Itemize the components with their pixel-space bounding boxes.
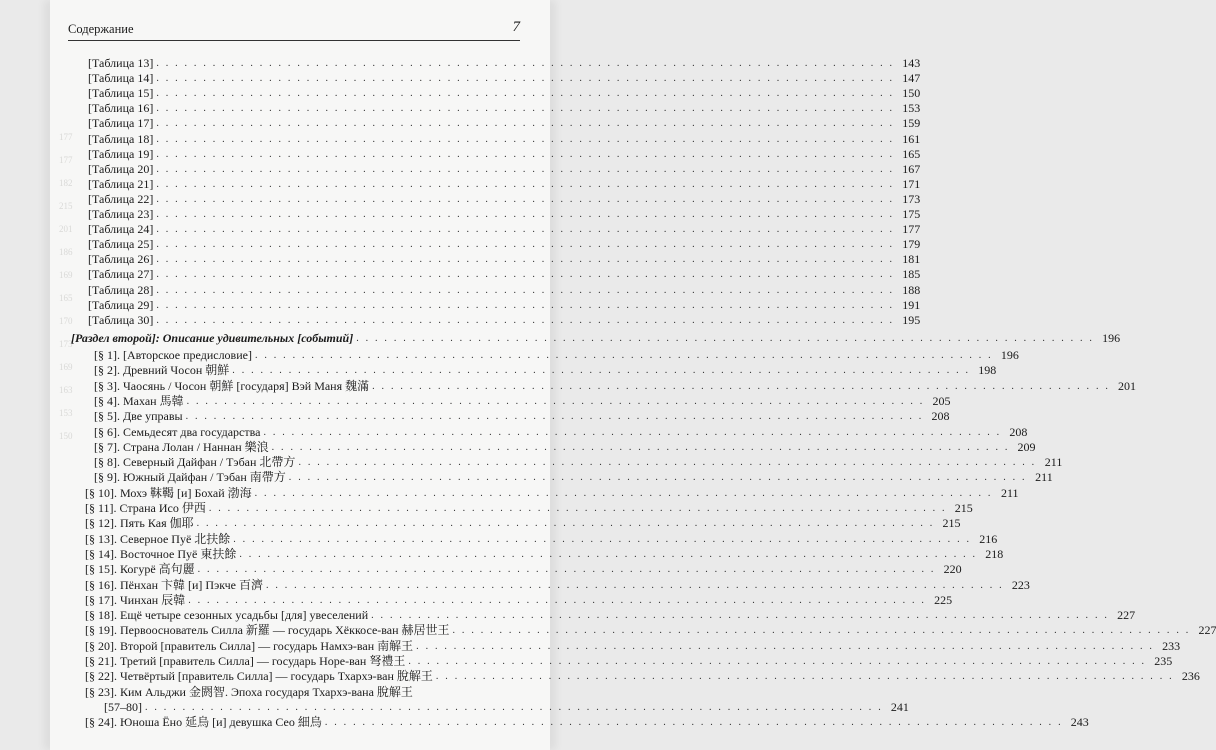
entry-title: [§ 20]. Второй [правитель Силла] — государь Намхэ-ван 南解王 bbox=[85, 638, 414, 653]
entry-title: [Таблица 20] bbox=[88, 161, 154, 176]
entry-title: [§ 15]. Когурё 高句麗 bbox=[85, 562, 195, 577]
show-through-number: 170 bbox=[59, 316, 73, 326]
toc-entry-paragraph bbox=[94, 409, 950, 424]
dot-leader: . . . . . . . . . . . . . . . . . . . . . . . . . . . . . . . . . . . . . . . . . . . . . . . . . . . . . . . . . . . . . . . . . . . . . . . . . . . . . . . bbox=[156, 88, 895, 100]
entry-title: [§ 22]. Четвёртый [правитель Силла] — государь Тхархэ-ван 脫解王 bbox=[85, 669, 433, 684]
toc-entry-paragraph bbox=[94, 378, 1137, 394]
entry-title: [§ 9]. Южный Дайфан / Тэбан 南帶方 bbox=[94, 470, 286, 485]
entry-page-number: 153 bbox=[902, 101, 921, 116]
entry-page-number: 241 bbox=[890, 699, 909, 714]
entry-page-number: 227 bbox=[1117, 608, 1136, 623]
entry-title: [§ 21]. Третий [правитель Силла] — государь Норе-ван 弩禮王 bbox=[85, 654, 406, 668]
dot-leader: . . . . . . . . . . . . . . . . . . . . . . . . . . . . . . . . . . . . . . . . . . . . . . . . . . . . . . . . . . . . . . . . . . . . . . . . . . . . . . . bbox=[288, 472, 1027, 484]
entry-title: [§ 6]. Семьдесят два государства bbox=[94, 424, 261, 439]
entry-page-number: 205 bbox=[932, 393, 951, 408]
entry-page-number: 211 bbox=[1001, 485, 1019, 500]
entry-title: [§ 10]. Мохэ 靺鞨 [и] Бохай 渤海 bbox=[85, 485, 252, 500]
entry-page-number: 198 bbox=[978, 363, 997, 378]
toc-entry-paragraph bbox=[94, 455, 1063, 470]
toc-entry-paragraph bbox=[85, 531, 998, 547]
toc-entry-paragraph bbox=[85, 638, 1181, 654]
entry-page-number: 220 bbox=[943, 562, 962, 577]
toc-entry-paragraph bbox=[85, 685, 517, 700]
dot-leader: . . . . . . . . . . . . . . . . . . . . . . . . . . . . . . . . . . . . . . . . . . . . . . . . . . . . . . . . . . . . . . . . . . . . . . . . . . . . . . . bbox=[156, 133, 895, 145]
dot-leader: . . . . . . . . . . . . . . . . . . . . . . . . . . . . . . . . . . . . . . . . . . . . . . . . . . . . . . . . . . . . . . . . . . . . . . . . . . . . . . . bbox=[185, 411, 924, 423]
dot-leader: . . . . . . . . . . . . . . . . . . . . . . . . . . . . . . . . . . . . . . . . . . . . . . . . . . . . . . . . . . . . . . . . . . . . . . . . . . . . . . . bbox=[156, 193, 895, 205]
toc-entry-paragraph bbox=[94, 439, 1036, 455]
toc-entry-table bbox=[88, 56, 921, 71]
entry-title: [Раздел второй]: Описание удивительных [событий] bbox=[71, 331, 354, 345]
entry-page-number: 171 bbox=[902, 176, 921, 191]
entry-title: [§ 8]. Северный Дайфан / Тэбан 北帶方 bbox=[94, 455, 296, 470]
dot-leader: . . . . . . . . . . . . . . . . . . . . . . . . . . . . . . . . . . . . . . . . . . . . . . . . . . . . . . . . . . . . . . . . . . . . . . . . . . . . . . . bbox=[186, 395, 925, 407]
entry-title: [Таблица 13] bbox=[88, 56, 154, 70]
entry-title: [Таблица 22] bbox=[88, 191, 154, 206]
entry-title: [Таблица 30] bbox=[88, 312, 154, 327]
entry-title: [§ 17]. Чинхан 辰韓 bbox=[85, 592, 186, 607]
entry-title: [Таблица 28] bbox=[88, 282, 154, 297]
toc-entry-paragraph bbox=[85, 669, 1200, 684]
show-through-number: 169 bbox=[59, 270, 73, 280]
show-through-number: 173 bbox=[59, 339, 73, 349]
toc-entry-table bbox=[88, 116, 921, 131]
running-header bbox=[68, 20, 520, 41]
toc-entry-table bbox=[88, 161, 921, 177]
entry-title: [Таблица 16] bbox=[88, 101, 154, 116]
entry-page-number: 167 bbox=[902, 161, 921, 176]
toc-entry-table bbox=[88, 101, 921, 116]
toc-entry-paragraph bbox=[85, 501, 973, 516]
toc-entry-paragraph bbox=[85, 715, 1089, 730]
entry-page-number: 236 bbox=[1181, 669, 1200, 684]
entry-page-number: 177 bbox=[902, 222, 921, 237]
toc-entry-continuation bbox=[104, 699, 909, 715]
dot-leader: . . . . . . . . . . . . . . . . . . . . . . . . . . . . . . . . . . . . . . . . . . . . . . . . . . . . . . . . . . . . . . . . . . . . . . . . . . . . . . . bbox=[156, 103, 895, 115]
entry-title: [Таблица 14] bbox=[88, 71, 154, 86]
entry-page-number: 208 bbox=[1009, 424, 1028, 439]
show-through-number: 177 bbox=[59, 155, 73, 165]
book-page bbox=[50, 0, 1216, 750]
toc-entry-table bbox=[88, 252, 921, 267]
entry-title: [§ 24]. Юноша Ёно 延烏 [и] девушка Сео 細烏 bbox=[85, 715, 322, 730]
dot-leader: . . . . . . . . . . . . . . . . . . . . . . . . . . . . . . . . . . . . . . . . . . . . . . . . . . . . . . . . . . . . . . . . . . . . . . . . . . . . . . . bbox=[156, 269, 895, 281]
entry-page-number: 161 bbox=[902, 131, 921, 146]
toc-entry-paragraph bbox=[94, 424, 1028, 440]
dot-leader: . . . . . . . . . . . . . . . . . . . . . . . . . . . . . . . . . . . . . . . . . . . . . . . . . . . . . . . . . . . . . . . . . . . . . . . . . . . . . . . bbox=[239, 548, 978, 560]
entry-page-number: 191 bbox=[902, 297, 921, 312]
toc-entry-table bbox=[88, 146, 921, 162]
entry-page-number: 175 bbox=[902, 207, 921, 221]
dot-leader: . . . . . . . . . . . . . . . . . . . . . . . . . . . . . . . . . . . . . . . . . . . . . . . . . . . . . . . . . . . . . . . . . . . . . . . . . . . . . . . bbox=[208, 503, 947, 514]
header-page-number: 7 bbox=[512, 19, 520, 35]
entry-page-number: 216 bbox=[979, 531, 998, 546]
dot-leader: . . . . . . . . . . . . . . . . . . . . . . . . . . . . . . . . . . . . . . . . . . . . . . . . . . . . . . . . . . . . . . . . . . . . . . . . . . . . . . . bbox=[197, 564, 936, 576]
toc-entry-paragraph bbox=[85, 608, 1136, 623]
entry-page-number: 225 bbox=[934, 592, 953, 607]
show-through-number: 201 bbox=[59, 224, 73, 234]
entry-page-number: 208 bbox=[931, 409, 950, 424]
dot-leader: . . . . . . . . . . . . . . . . . . . . . . . . . . . . . . . . . . . . . . . . . . . . . . . . . . . . . . . . . . . . . . . . . . . . . . . . . . . . . . . bbox=[156, 163, 895, 175]
toc-entry-table bbox=[88, 297, 921, 313]
entry-page-number: 195 bbox=[902, 312, 921, 327]
dot-leader: . . . . . . . . . . . . . . . . . . . . . . . . . . . . . . . . . . . . . . . . . . . . . . . . . . . . . . . . . . . . . . . . . . . . . . . . . . . . . . . bbox=[452, 625, 1191, 637]
entry-title: [Таблица 21] bbox=[88, 176, 154, 191]
dot-leader: . . . . . . . . . . . . . . . . . . . . . . . . . . . . . . . . . . . . . . . . . . . . . . . . . . . . . . . . . . . . . . . . . . . . . . . . . . . . . . . bbox=[233, 533, 972, 545]
header-title: Содержание bbox=[68, 22, 134, 36]
entry-page-number: 235 bbox=[1154, 654, 1173, 668]
show-through-number: 150 bbox=[59, 431, 73, 441]
dot-leader: . . . . . . . . . . . . . . . . . . . . . . . . . . . . . . . . . . . . . . . . . . . . . . . . . . . . . . . . . . . . . . . . . . . . . . . . . . . . . . . bbox=[356, 333, 1095, 344]
entry-title: [Таблица 24] bbox=[88, 222, 154, 237]
entry-title: [§ 16]. Пёнхан 卞韓 [и] Пэкче 百濟 bbox=[85, 577, 263, 592]
show-through-number: 163 bbox=[59, 385, 73, 395]
toc-entry-paragraph bbox=[85, 654, 1173, 669]
entry-title: [§ 4]. Махан 馬韓 bbox=[94, 393, 184, 408]
toc-entry-table bbox=[88, 131, 921, 147]
entry-title: [§ 2]. Древний Чосон 朝鮮 bbox=[94, 363, 230, 378]
entry-title: [§ 5]. Две управы bbox=[94, 409, 183, 424]
show-through-number: 182 bbox=[59, 178, 73, 188]
dot-leader: . . . . . . . . . . . . . . . . . . . . . . . . . . . . . . . . . . . . . . . . . . . . . . . . . . . . . . . . . . . . . . . . . . . . . . . . . . . . . . . bbox=[156, 148, 895, 160]
entry-title: [§ 13]. Северное Пуё 北扶餘 bbox=[85, 531, 231, 546]
dot-leader: . . . . . . . . . . . . . . . . . . . . . . . . . . . . . . . . . . . . . . . . . . . . . . . . . . . . . . . . . . . . . . . . . . . . . . . . . . . . . . . bbox=[156, 209, 895, 220]
entry-title: [Таблица 29] bbox=[88, 297, 154, 312]
entry-page-number: 215 bbox=[942, 516, 961, 531]
entry-title: [§ 14]. Восточное Пуё 東扶餘 bbox=[85, 546, 237, 561]
entry-page-number: 143 bbox=[902, 56, 921, 70]
entry-title: [§ 18]. Ещё четыре сезонных усадьбы [для] увеселений bbox=[85, 608, 369, 623]
entry-title: [§ 1]. [Авторское предисловие] bbox=[94, 348, 252, 362]
entry-title: [Таблица 18] bbox=[88, 131, 154, 146]
dot-leader: . . . . . . . . . . . . . . . . . . . . . . . . . . . . . . . . . . . . . . . . . . . . . . . . . . . . . . . . . . . . . . . . . . . . . . . . . . . . . . . bbox=[416, 640, 1155, 652]
entry-title: [Таблица 23] bbox=[88, 207, 154, 221]
entry-page-number: 173 bbox=[902, 191, 921, 206]
entry-title: [Таблица 27] bbox=[88, 267, 154, 282]
toc-entry-table bbox=[88, 282, 921, 298]
entry-page-number: 223 bbox=[1011, 577, 1030, 592]
toc-entry-paragraph bbox=[94, 363, 997, 378]
dot-leader: . . . . . . . . . . . . . . . . . . . . . . . . . . . . . . . . . . . . . . . . . . . . . . . . . . . . . . . . . . . . . . . . . . . . . . . . . . . . . . . bbox=[156, 284, 895, 296]
toc-entry-table bbox=[88, 176, 921, 192]
toc-entry-table bbox=[88, 86, 921, 101]
show-through-number: 186 bbox=[59, 247, 73, 257]
toc-entry-paragraph bbox=[85, 546, 1004, 562]
entry-page-number: 211 bbox=[1035, 470, 1053, 485]
dot-leader: . . . . . . . . . . . . . . . . . . . . . . . . . . . . . . . . . . . . . . . . . . . . . . . . . . . . . . . . . . . . . . . . . . . . . . . . . . . . . . . bbox=[372, 380, 1111, 392]
entry-title: [Таблица 26] bbox=[88, 252, 154, 267]
dot-leader: . . . . . . . . . . . . . . . . . . . . . . . . . . . . . . . . . . . . . . . . . . . . . . . . . . . . . . . . . . . . . . . . . . . . . . . . . . . . . . . bbox=[254, 350, 993, 361]
toc-entry-table bbox=[88, 207, 921, 222]
entry-title: [§ 11]. Страна Исо 伊西 bbox=[85, 501, 206, 515]
dot-leader: . . . . . . . . . . . . . . . . . . . . . . . . . . . . . . . . . . . . . . . . . . . . . . . . . . . . . . . . . . . . . . . . . . . . . . . . . . . . . . . bbox=[408, 656, 1147, 667]
dot-leader: . . . . . . . . . . . . . . . . . . . . . . . . . . . . . . . . . . . . . . . . . . . . . . . . . . . . . . . . . . . . . . . . . . . . . . . . . . . . . . . bbox=[254, 487, 993, 499]
entry-page-number: 215 bbox=[954, 501, 973, 515]
show-through-number: 215 bbox=[59, 201, 73, 211]
show-through-number: 165 bbox=[59, 293, 73, 303]
entry-page-number: 209 bbox=[1017, 439, 1036, 454]
toc-entry-table bbox=[88, 237, 921, 252]
dot-leader: . . . . . . . . . . . . . . . . . . . . . . . . . . . . . . . . . . . . . . . . . . . . . . . . . . . . . . . . . . . . . . . . . . . . . . . . . . . . . . . bbox=[196, 518, 935, 530]
toc-entry-table bbox=[88, 222, 921, 237]
toc-entry-paragraph bbox=[85, 577, 1030, 593]
show-through-number: 169 bbox=[59, 362, 73, 372]
dot-leader: . . . . . . . . . . . . . . . . . . . . . . . . . . . . . . . . . . . . . . . . . . . . . . . . . . . . . . . . . . . . . . . . . . . . . . . . . . . . . . . bbox=[435, 671, 1174, 683]
toc-entry-paragraph bbox=[85, 485, 1019, 501]
dot-leader: . . . . . . . . . . . . . . . . . . . . . . . . . . . . . . . . . . . . . . . . . . . . . . . . . . . . . . . . . . . . . . . . . . . . . . . . . . . . . . . bbox=[371, 610, 1110, 622]
toc-entry-table bbox=[88, 191, 921, 207]
entry-title: [Таблица 17] bbox=[88, 116, 154, 131]
entry-title: [Таблица 19] bbox=[88, 146, 154, 161]
dot-leader: . . . . . . . . . . . . . . . . . . . . . . . . . . . . . . . . . . . . . . . . . . . . . . . . . . . . . . . . . . . . . . . . . . . . . . . . . . . . . . . bbox=[156, 224, 895, 236]
entry-page-number: 233 bbox=[1162, 638, 1181, 653]
dot-leader: . . . . . . . . . . . . . . . . . . . . . . . . . . . . . . . . . . . . . . . . . . . . . . . . . . . . . . . . . . . . . . . . . . . . . . . . . . . . . . . bbox=[232, 365, 971, 377]
dot-leader: . . . . . . . . . . . . . . . . . . . . . . . . . . . . . . . . . . . . . . . . . . . . . . . . . . . . . . . . . . . . . . . . . . . . . . . . . . . . . . . bbox=[263, 426, 1002, 438]
entry-title: [§ 12]. Пять Кая 伽耶 bbox=[85, 516, 194, 531]
toc-entry-table bbox=[88, 71, 921, 86]
dot-leader: . . . . . . . . . . . . . . . . . . . . . . . . . . . . . . . . . . . . . . . . . . . . . . . . . . . . . . . . . . . . . . . . . . . . . . . . . . . . . . . bbox=[188, 594, 927, 606]
dot-leader: . . . . . . . . . . . . . . . . . . . . . . . . . . . . . . . . . . . . . . . . . . . . . . . . . . . . . . . . . . . . . . . . . . . . . . . . . . . . . . . bbox=[156, 178, 895, 190]
entry-title: [Таблица 15] bbox=[88, 86, 154, 101]
toc-entry-paragraph bbox=[85, 592, 953, 608]
dot-leader: . . . . . . . . . . . . . . . . . . . . . . . . . . . . . . . . . . . . . . . . . . . . . . . . . . . . . . . . . . . . . . . . . . . . . . . . . . . . . . . bbox=[271, 441, 1010, 453]
entry-title: [§ 7]. Страна Лолан / Наннан 樂浪 bbox=[94, 439, 269, 454]
entry-page-number: 211 bbox=[1044, 455, 1063, 470]
toc-entry-paragraph bbox=[85, 562, 962, 577]
toc-entry-paragraph bbox=[94, 470, 1053, 485]
entry-page-number: 159 bbox=[902, 116, 921, 131]
toc-entry-paragraph bbox=[85, 516, 961, 531]
dot-leader: . . . . . . . . . . . . . . . . . . . . . . . . . . . . . . . . . . . . . . . . . . . . . . . . . . . . . . . . . . . . . . . . . . . . . . . . . . . . . . . bbox=[156, 299, 895, 311]
entry-title: [Таблица 25] bbox=[88, 237, 154, 252]
toc-entry-table bbox=[88, 312, 921, 328]
dot-leader: . . . . . . . . . . . . . . . . . . . . . . . . . . . . . . . . . . . . . . . . . . . . . . . . . . . . . . . . . . . . . . . . . . . . . . . . . . . . . . . bbox=[298, 457, 1037, 469]
entry-page-number: 179 bbox=[902, 237, 921, 252]
dot-leader: . . . . . . . . . . . . . . . . . . . . . . . . . . . . . . . . . . . . . . . . . . . . . . . . . . . . . . . . . . . . . . . . . . . . . . . . . . . . . . . bbox=[156, 58, 895, 69]
toc-entry-paragraph bbox=[85, 623, 1216, 638]
entry-page-number: 185 bbox=[902, 267, 921, 282]
entry-title: [§ 23]. Ким Альджи 金閼智. Эпоха государя Тхархэ-вана 脫解王 bbox=[85, 684, 413, 699]
entry-page-number: 243 bbox=[1070, 715, 1089, 730]
dot-leader: . . . . . . . . . . . . . . . . . . . . . . . . . . . . . . . . . . . . . . . . . . . . . . . . . . . . . . . . . . . . . . . . . . . . . . . . . . . . . . . bbox=[145, 701, 883, 713]
entry-page-number: 147 bbox=[902, 71, 921, 86]
entry-page-number: 196 bbox=[1000, 348, 1019, 362]
toc-entry-paragraph bbox=[94, 393, 951, 409]
dot-leader: . . . . . . . . . . . . . . . . . . . . . . . . . . . . . . . . . . . . . . . . . . . . . . . . . . . . . . . . . . . . . . . . . . . . . . . . . . . . . . . bbox=[156, 314, 895, 326]
entry-title: [57–80] bbox=[104, 699, 142, 714]
entry-page-number: 218 bbox=[985, 546, 1004, 561]
entry-page-number: 227 bbox=[1198, 623, 1216, 638]
entry-page-number: 150 bbox=[902, 86, 921, 101]
dot-leader bbox=[416, 685, 491, 700]
dot-leader: . . . . . . . . . . . . . . . . . . . . . . . . . . . . . . . . . . . . . . . . . . . . . . . . . . . . . . . . . . . . . . . . . . . . . . . . . . . . . . . bbox=[324, 717, 1063, 729]
entry-page-number: 165 bbox=[902, 146, 921, 161]
entry-page-number: 196 bbox=[1102, 331, 1121, 345]
dot-leader: . . . . . . . . . . . . . . . . . . . . . . . . . . . . . . . . . . . . . . . . . . . . . . . . . . . . . . . . . . . . . . . . . . . . . . . . . . . . . . . bbox=[156, 239, 895, 251]
dot-leader: . . . . . . . . . . . . . . . . . . . . . . . . . . . . . . . . . . . . . . . . . . . . . . . . . . . . . . . . . . . . . . . . . . . . . . . . . . . . . . . bbox=[156, 118, 895, 130]
entry-title: [§ 19]. Первооснователь Силла 新羅 — государь Хёккосе-ван 赫居世王 bbox=[85, 623, 450, 638]
dot-leader: . . . . . . . . . . . . . . . . . . . . . . . . . . . . . . . . . . . . . . . . . . . . . . . . . . . . . . . . . . . . . . . . . . . . . . . . . . . . . . . bbox=[265, 579, 1004, 591]
show-through-number: 177 bbox=[59, 132, 73, 142]
dot-leader: . . . . . . . . . . . . . . . . . . . . . . . . . . . . . . . . . . . . . . . . . . . . . . . . . . . . . . . . . . . . . . . . . . . . . . . . . . . . . . . bbox=[156, 254, 895, 266]
entry-page-number: 201 bbox=[1118, 378, 1137, 393]
dot-leader: . . . . . . . . . . . . . . . . . . . . . . . . . . . . . . . . . . . . . . . . . . . . . . . . . . . . . . . . . . . . . . . . . . . . . . . . . . . . . . . bbox=[156, 73, 895, 85]
toc-entry-table bbox=[88, 267, 921, 282]
show-through-number: 153 bbox=[59, 408, 73, 418]
entry-page-number: 188 bbox=[902, 282, 921, 297]
toc-section-heading bbox=[71, 331, 1121, 346]
entry-title: [§ 3]. Чаосянь / Чосон 朝鮮 [государя] Вэй Маня 魏滿 bbox=[94, 378, 370, 393]
entry-page-number: 181 bbox=[902, 252, 921, 267]
toc-entry-paragraph bbox=[94, 348, 1019, 363]
